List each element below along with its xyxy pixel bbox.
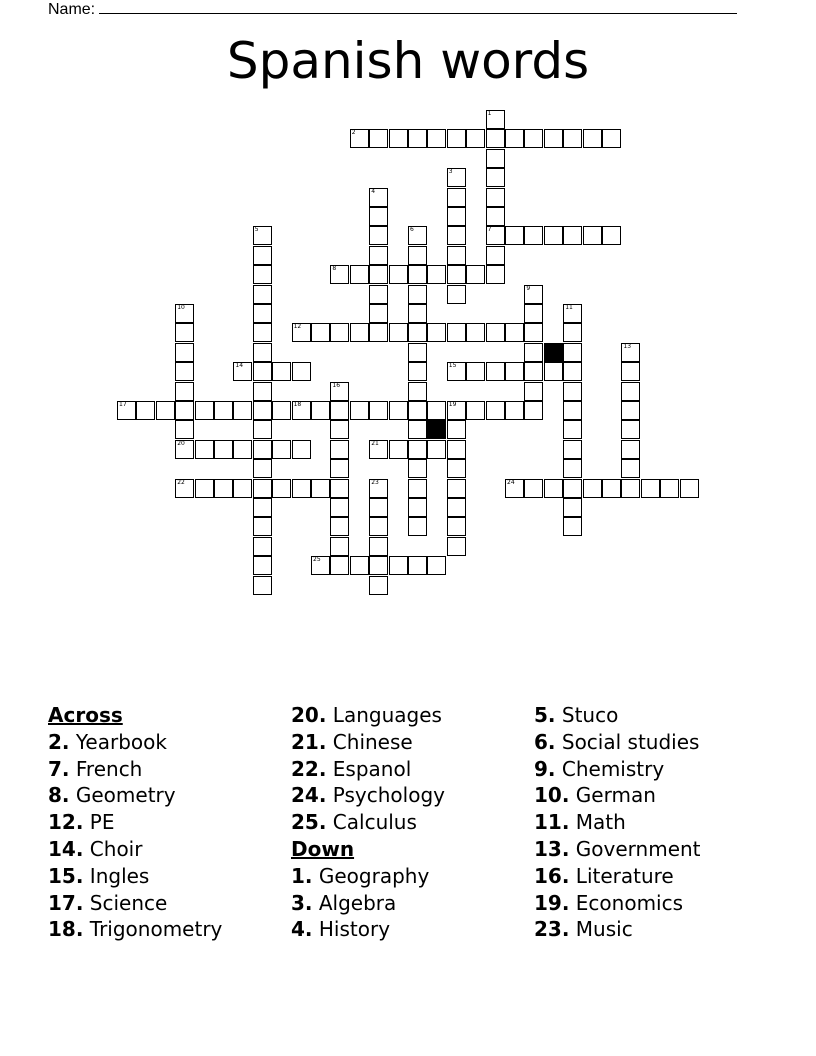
grid-cell[interactable] bbox=[389, 129, 408, 148]
clue-number: 22 bbox=[177, 478, 185, 486]
grid-cell[interactable] bbox=[447, 440, 466, 459]
grid-cell[interactable] bbox=[680, 479, 699, 498]
grid-cell[interactable] bbox=[389, 265, 408, 284]
grid-cell[interactable] bbox=[350, 265, 369, 284]
grid-cell[interactable] bbox=[195, 440, 214, 459]
grid-cell[interactable] bbox=[195, 401, 214, 420]
grid-cell[interactable] bbox=[214, 440, 233, 459]
grid-cell[interactable] bbox=[563, 479, 582, 498]
grid-cell[interactable] bbox=[389, 556, 408, 575]
grid-cell[interactable] bbox=[389, 323, 408, 342]
grid-cell[interactable] bbox=[253, 498, 272, 517]
grid-cell[interactable] bbox=[563, 323, 582, 342]
grid-cell[interactable] bbox=[253, 246, 272, 265]
grid-cell[interactable] bbox=[330, 323, 349, 342]
grid-cell[interactable] bbox=[408, 498, 427, 517]
grid-cell[interactable] bbox=[447, 498, 466, 517]
grid-cell[interactable] bbox=[505, 323, 524, 342]
grid-cell[interactable] bbox=[408, 362, 427, 381]
grid-cell[interactable] bbox=[253, 382, 272, 401]
grid-cell[interactable] bbox=[544, 226, 563, 245]
clue-across: 24. Psychology bbox=[291, 783, 445, 808]
grid-cell[interactable] bbox=[486, 110, 505, 129]
grid-cell[interactable] bbox=[369, 323, 388, 342]
clue-number: 10 bbox=[177, 304, 185, 311]
grid-cell[interactable] bbox=[427, 556, 446, 575]
clue-number: 8 bbox=[332, 265, 337, 273]
grid-cell[interactable] bbox=[136, 401, 155, 420]
grid-cell[interactable] bbox=[486, 149, 505, 168]
grid-cell[interactable] bbox=[408, 440, 427, 459]
clue-number: 12 bbox=[293, 323, 302, 331]
grid-cell[interactable] bbox=[272, 479, 291, 498]
grid-cell[interactable] bbox=[427, 129, 446, 148]
clue-across: 17. Science bbox=[48, 890, 168, 915]
across-heading: Across bbox=[48, 703, 123, 727]
grid-cell[interactable] bbox=[524, 304, 543, 323]
grid-cell[interactable] bbox=[369, 537, 388, 556]
grid-cell[interactable] bbox=[408, 285, 427, 304]
grid-cell[interactable] bbox=[369, 246, 388, 265]
grid-cell[interactable] bbox=[563, 517, 582, 536]
grid-cell[interactable] bbox=[447, 323, 466, 342]
grid-cell[interactable] bbox=[408, 265, 427, 284]
clues-column-2 bbox=[291, 702, 445, 943]
grid-cell[interactable] bbox=[563, 343, 582, 362]
grid-cell[interactable] bbox=[330, 382, 349, 401]
clue-number: 25 bbox=[313, 556, 321, 564]
grid-cell[interactable] bbox=[408, 459, 427, 478]
grid-cell[interactable] bbox=[447, 246, 466, 265]
grid-cell[interactable] bbox=[563, 129, 582, 148]
clue-down: 13. Government bbox=[534, 836, 701, 861]
grid-cell[interactable] bbox=[253, 440, 272, 459]
clues-column-1 bbox=[48, 702, 222, 943]
grid-cell[interactable] bbox=[175, 323, 194, 342]
grid-cell[interactable] bbox=[563, 226, 582, 245]
grid-cell[interactable] bbox=[408, 246, 427, 265]
clue-number: 23 bbox=[371, 478, 379, 486]
grid-cell[interactable] bbox=[447, 188, 466, 207]
page-title: Spanish words bbox=[226, 32, 590, 90]
grid-cell[interactable] bbox=[311, 479, 330, 498]
clue-number: 21 bbox=[371, 439, 379, 447]
grid-cell[interactable] bbox=[583, 226, 602, 245]
grid-cell[interactable] bbox=[408, 382, 427, 401]
grid-cell[interactable] bbox=[505, 479, 524, 498]
clue-number: 16 bbox=[332, 381, 341, 389]
grid-cell[interactable] bbox=[253, 323, 272, 342]
grid-cell[interactable] bbox=[486, 207, 505, 226]
grid-cell[interactable] bbox=[524, 323, 543, 342]
grid-cell[interactable] bbox=[466, 323, 485, 342]
grid-cell[interactable] bbox=[408, 129, 427, 148]
grid-cell[interactable] bbox=[524, 382, 543, 401]
grid-cell[interactable] bbox=[369, 207, 388, 226]
grid-cell[interactable] bbox=[408, 304, 427, 323]
clue-down: 6. Social studies bbox=[534, 729, 700, 754]
grid-cell[interactable] bbox=[408, 401, 427, 420]
grid-cell[interactable] bbox=[311, 401, 330, 420]
clue-number: 19 bbox=[448, 401, 457, 408]
grid-cell[interactable] bbox=[486, 265, 505, 284]
grid-cell[interactable] bbox=[156, 401, 175, 420]
clue-number: 2 bbox=[351, 129, 356, 137]
grid-cell[interactable] bbox=[447, 401, 466, 420]
clue-across: 18. Trigonometry bbox=[48, 917, 223, 942]
grid-cell[interactable] bbox=[311, 556, 330, 575]
clue-number: 15 bbox=[448, 362, 457, 370]
clue-across: 14. Choir bbox=[48, 836, 143, 861]
clue-across: 22. Espanol bbox=[291, 756, 412, 781]
grid-cell[interactable] bbox=[447, 479, 466, 498]
grid-cell[interactable] bbox=[253, 556, 272, 575]
clue-down: 16. Literature bbox=[534, 863, 674, 888]
grid-cell[interactable] bbox=[253, 517, 272, 536]
clue-across: 2. Yearbook bbox=[48, 729, 167, 754]
grid-cell[interactable] bbox=[292, 479, 311, 498]
clue-number: 3 bbox=[448, 168, 453, 176]
grid-cell[interactable] bbox=[621, 343, 640, 362]
grid-cell[interactable] bbox=[330, 479, 349, 498]
grid-cell[interactable] bbox=[408, 556, 427, 575]
grid-cell[interactable] bbox=[292, 401, 311, 420]
grid-cell[interactable] bbox=[369, 285, 388, 304]
grid-cell[interactable] bbox=[253, 479, 272, 498]
clue-number: 14 bbox=[235, 362, 244, 370]
grid-cell[interactable] bbox=[544, 479, 563, 498]
grid-cell[interactable] bbox=[272, 362, 291, 381]
grid-cell[interactable] bbox=[389, 440, 408, 459]
grid-cell[interactable] bbox=[524, 129, 543, 148]
grid-cell[interactable] bbox=[175, 343, 194, 362]
grid-cell[interactable] bbox=[505, 401, 524, 420]
grid-cell[interactable] bbox=[369, 576, 388, 595]
grid-cell[interactable] bbox=[253, 537, 272, 556]
grid-cell[interactable] bbox=[447, 459, 466, 478]
grid-cell[interactable] bbox=[369, 401, 388, 420]
grid-cell[interactable] bbox=[602, 129, 621, 148]
grid-cell[interactable] bbox=[214, 401, 233, 420]
grid-cell[interactable] bbox=[253, 420, 272, 439]
grid-cell[interactable] bbox=[117, 401, 136, 420]
grid-cell[interactable] bbox=[408, 517, 427, 536]
clue-number: 1 bbox=[487, 110, 492, 117]
grid-cell[interactable] bbox=[175, 479, 194, 498]
grid-cell[interactable] bbox=[175, 440, 194, 459]
clue-down: 1. Geography bbox=[291, 863, 430, 888]
grid-cell[interactable] bbox=[602, 226, 621, 245]
grid-cell[interactable] bbox=[195, 479, 214, 498]
clue-number: 5 bbox=[254, 226, 259, 234]
grid-cell[interactable] bbox=[583, 129, 602, 148]
down-heading: Down bbox=[291, 836, 355, 861]
clue-down: 5. Stuco bbox=[534, 703, 619, 727]
grid-cell[interactable] bbox=[369, 304, 388, 323]
grid-cell[interactable] bbox=[369, 188, 388, 207]
clue-number: 20 bbox=[177, 439, 185, 447]
clue-number: 9 bbox=[526, 284, 531, 292]
grid-cell[interactable] bbox=[369, 440, 388, 459]
grid-cell[interactable] bbox=[175, 304, 194, 323]
grid-cell[interactable] bbox=[350, 323, 369, 342]
grid-cell[interactable] bbox=[253, 265, 272, 284]
grid-cell[interactable] bbox=[447, 129, 466, 148]
grid-cell[interactable] bbox=[350, 556, 369, 575]
grid-cell[interactable] bbox=[486, 129, 505, 148]
grid-cell[interactable] bbox=[447, 362, 466, 381]
grid-cell[interactable] bbox=[524, 226, 543, 245]
grid-cell[interactable] bbox=[563, 420, 582, 439]
grid-cell[interactable] bbox=[330, 556, 349, 575]
grid-cell[interactable] bbox=[563, 304, 582, 323]
clue-number: 7 bbox=[487, 226, 492, 234]
grid-cell[interactable] bbox=[330, 440, 349, 459]
black-square bbox=[544, 343, 563, 362]
grid-cell[interactable] bbox=[369, 129, 388, 148]
clue-number: 24 bbox=[507, 478, 515, 486]
name-label: Name: bbox=[48, 1, 96, 18]
grid-cell[interactable] bbox=[544, 129, 563, 148]
grid-cell[interactable] bbox=[447, 168, 466, 187]
clue-down: 4. History bbox=[291, 917, 391, 942]
grid-cell[interactable] bbox=[447, 265, 466, 284]
grid-cell[interactable] bbox=[486, 401, 505, 420]
grid-cell[interactable] bbox=[369, 226, 388, 245]
grid-cell[interactable] bbox=[466, 401, 485, 420]
grid-cell[interactable] bbox=[214, 479, 233, 498]
grid-cell[interactable] bbox=[408, 420, 427, 439]
grid-cell[interactable] bbox=[253, 285, 272, 304]
grid-cell[interactable] bbox=[563, 401, 582, 420]
clue-number: 17 bbox=[119, 401, 127, 408]
grid-cell[interactable] bbox=[330, 401, 349, 420]
grid-cell[interactable] bbox=[486, 188, 505, 207]
grid-cell[interactable] bbox=[505, 362, 524, 381]
grid-cell[interactable] bbox=[524, 362, 543, 381]
grid-cell[interactable] bbox=[369, 556, 388, 575]
clue-number: 13 bbox=[623, 342, 632, 350]
grid-cell[interactable] bbox=[486, 246, 505, 265]
grid-cell[interactable] bbox=[253, 304, 272, 323]
grid-cell[interactable] bbox=[292, 323, 311, 342]
grid-cell[interactable] bbox=[447, 207, 466, 226]
grid-cell[interactable] bbox=[408, 479, 427, 498]
clue-across: 7. French bbox=[48, 756, 143, 781]
grid-cell[interactable] bbox=[466, 265, 485, 284]
grid-cell[interactable] bbox=[524, 343, 543, 362]
grid-cell[interactable] bbox=[408, 323, 427, 342]
grid-cell[interactable] bbox=[253, 459, 272, 478]
grid-cell[interactable] bbox=[447, 285, 466, 304]
clue-number: 4 bbox=[371, 187, 376, 195]
grid-cell[interactable] bbox=[621, 362, 640, 381]
clue-number: 18 bbox=[293, 401, 302, 408]
clue-number: 6 bbox=[410, 226, 414, 234]
clue-number: 11 bbox=[565, 304, 573, 311]
grid-cell[interactable] bbox=[563, 459, 582, 478]
grid-cell[interactable] bbox=[563, 498, 582, 517]
grid-cell[interactable] bbox=[408, 226, 427, 245]
grid-cell[interactable] bbox=[486, 226, 505, 245]
clue-down: 10. German bbox=[534, 783, 656, 808]
grid-cell[interactable] bbox=[427, 323, 446, 342]
grid-cell[interactable] bbox=[524, 479, 543, 498]
grid-cell[interactable] bbox=[583, 479, 602, 498]
grid-cell[interactable] bbox=[330, 459, 349, 478]
grid-cell[interactable] bbox=[621, 401, 640, 420]
grid-cell[interactable] bbox=[505, 226, 524, 245]
grid-cell[interactable] bbox=[660, 479, 679, 498]
grid-cell[interactable] bbox=[253, 576, 272, 595]
grid-cell[interactable] bbox=[253, 343, 272, 362]
grid-cell[interactable] bbox=[330, 420, 349, 439]
grid-cell[interactable] bbox=[621, 440, 640, 459]
grid-cell[interactable] bbox=[563, 362, 582, 381]
black-square bbox=[427, 420, 446, 439]
grid-cell[interactable] bbox=[524, 285, 543, 304]
grid-cell[interactable] bbox=[621, 382, 640, 401]
clue-down: 3. Algebra bbox=[291, 890, 397, 915]
grid-cell[interactable] bbox=[621, 479, 640, 498]
grid-cell[interactable] bbox=[447, 537, 466, 556]
grid-cell[interactable] bbox=[447, 226, 466, 245]
grid-cell[interactable] bbox=[466, 129, 485, 148]
grid-cell[interactable] bbox=[389, 401, 408, 420]
grid-cell[interactable] bbox=[330, 537, 349, 556]
grid-cell[interactable] bbox=[272, 401, 291, 420]
grid-cell[interactable] bbox=[486, 168, 505, 187]
grid-cell[interactable] bbox=[292, 362, 311, 381]
grid-cell[interactable] bbox=[427, 265, 446, 284]
grid-cell[interactable] bbox=[486, 323, 505, 342]
clue-across: 8. Geometry bbox=[48, 783, 176, 808]
grid-cell[interactable] bbox=[447, 517, 466, 536]
grid-cell[interactable] bbox=[544, 362, 563, 381]
clues-column-3 bbox=[534, 702, 701, 943]
grid-cell[interactable] bbox=[292, 440, 311, 459]
grid-cell[interactable] bbox=[350, 129, 369, 148]
clue-across: 15. Ingles bbox=[48, 863, 150, 888]
grid-cell[interactable] bbox=[621, 459, 640, 478]
grid-cell[interactable] bbox=[563, 440, 582, 459]
grid-cell[interactable] bbox=[350, 401, 369, 420]
grid-cell[interactable] bbox=[641, 479, 660, 498]
grid-cell[interactable] bbox=[466, 362, 485, 381]
grid-cell[interactable] bbox=[621, 420, 640, 439]
grid-cell[interactable] bbox=[427, 440, 446, 459]
grid-cell[interactable] bbox=[486, 362, 505, 381]
grid-cell[interactable] bbox=[253, 362, 272, 381]
clue-across: 12. PE bbox=[48, 810, 115, 835]
clue-across: 20. Languages bbox=[291, 703, 442, 727]
clue-down: 11. Math bbox=[534, 810, 626, 835]
grid-cell[interactable] bbox=[233, 479, 252, 498]
grid-cell[interactable] bbox=[175, 420, 194, 439]
grid-cell[interactable] bbox=[330, 265, 349, 284]
grid-cell[interactable] bbox=[369, 265, 388, 284]
grid-cell[interactable] bbox=[175, 401, 194, 420]
grid-cell[interactable] bbox=[330, 517, 349, 536]
grid-cell[interactable] bbox=[233, 440, 252, 459]
grid-cell[interactable] bbox=[175, 382, 194, 401]
grid-cell[interactable] bbox=[563, 382, 582, 401]
grid-cell[interactable] bbox=[233, 362, 252, 381]
grid-cell[interactable] bbox=[330, 498, 349, 517]
clue-across: 21. Chinese bbox=[291, 729, 413, 754]
grid-cell[interactable] bbox=[447, 420, 466, 439]
grid-cell[interactable] bbox=[505, 129, 524, 148]
grid-cell[interactable] bbox=[369, 498, 388, 517]
grid-cell[interactable] bbox=[233, 401, 252, 420]
clue-across: 25. Calculus bbox=[291, 810, 417, 835]
clue-down: 23. Music bbox=[534, 917, 633, 942]
grid-cell[interactable] bbox=[311, 323, 330, 342]
grid-cell[interactable] bbox=[369, 479, 388, 498]
grid-cell[interactable] bbox=[427, 401, 446, 420]
grid-cell[interactable] bbox=[253, 226, 272, 245]
grid-cell[interactable] bbox=[175, 362, 194, 381]
grid-cell[interactable] bbox=[253, 401, 272, 420]
grid-cell[interactable] bbox=[408, 343, 427, 362]
grid-cell[interactable] bbox=[524, 401, 543, 420]
clue-down: 9. Chemistry bbox=[534, 756, 665, 781]
grid-cell[interactable] bbox=[272, 440, 291, 459]
grid-cell[interactable] bbox=[369, 517, 388, 536]
grid-cell[interactable] bbox=[602, 479, 621, 498]
clue-down: 19. Economics bbox=[534, 890, 684, 915]
